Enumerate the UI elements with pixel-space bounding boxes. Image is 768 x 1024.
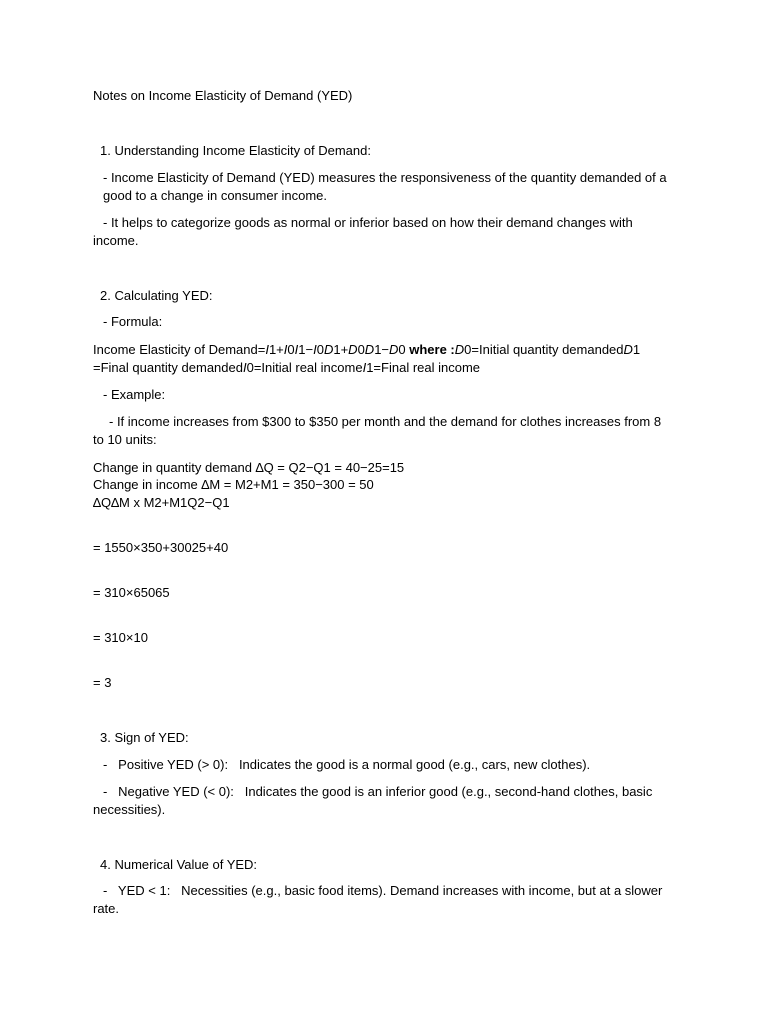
document-title: Notes on Income Elasticity of Demand (YED) xyxy=(93,88,353,103)
section-3-bullet-1: - Positive YED (> 0): Indicates the good is a normal good (e.g., cars, new clothes). xyxy=(103,757,591,772)
formula-label: - Formula: xyxy=(103,314,163,329)
section-4-bullet-1: - YED < 1: Necessities (e.g., basic food items). Demand increases with income, but at a slower rate. xyxy=(93,883,666,916)
example-text: - If income increases from $300 to $350 per month and the demand for clothes increases from 8 to 10 units: xyxy=(93,414,662,447)
formula-line-1: Income Elasticity of Demand=I1+I0I1−I0D1+D0D1−D0 where :D0=Initial quantity demandedD1 xyxy=(93,342,641,357)
section-4-heading: 4. Numerical Value of YED: xyxy=(100,857,258,872)
section-3-heading: 3. Sign of YED: xyxy=(100,730,189,745)
calc-line: Change in quantity demand ∆Q = Q2−Q1 = 40−25=15 xyxy=(93,460,405,475)
calc-step: = 310×10 xyxy=(93,630,148,645)
section-1-paragraph-1: - Income Elasticity of Demand (YED) measures the responsiveness of the quantity demanded of a good to a change in consumer income. xyxy=(103,170,667,203)
calc-step: = 1550×350+30025+40 xyxy=(93,540,229,555)
section-3-bullet-2: - Negative YED (< 0): Indicates the good is an inferior good (e.g., second-hand clothes, basic necessities). xyxy=(93,784,656,817)
calc-line: Change in income ∆M = M2+M1 = 350−300 = 50 xyxy=(93,477,374,492)
section-1-heading: 1. Understanding Income Elasticity of Demand: xyxy=(100,143,371,158)
calc-step: = 310×65065 xyxy=(93,585,170,600)
calc-step: = 3 xyxy=(93,675,112,690)
formula-line-2: =Final quantity demandedI0=Initial real incomeI1=Final real income xyxy=(93,360,481,375)
section-2-heading: 2. Calculating YED: xyxy=(100,288,213,303)
calc-line: ∆Q∆M x M2+M1Q2−Q1 xyxy=(93,495,230,510)
section-1-paragraph-2: - It helps to categorize goods as normal or inferior based on how their demand changes with income. xyxy=(93,215,633,248)
example-label: - Example: xyxy=(103,387,166,402)
